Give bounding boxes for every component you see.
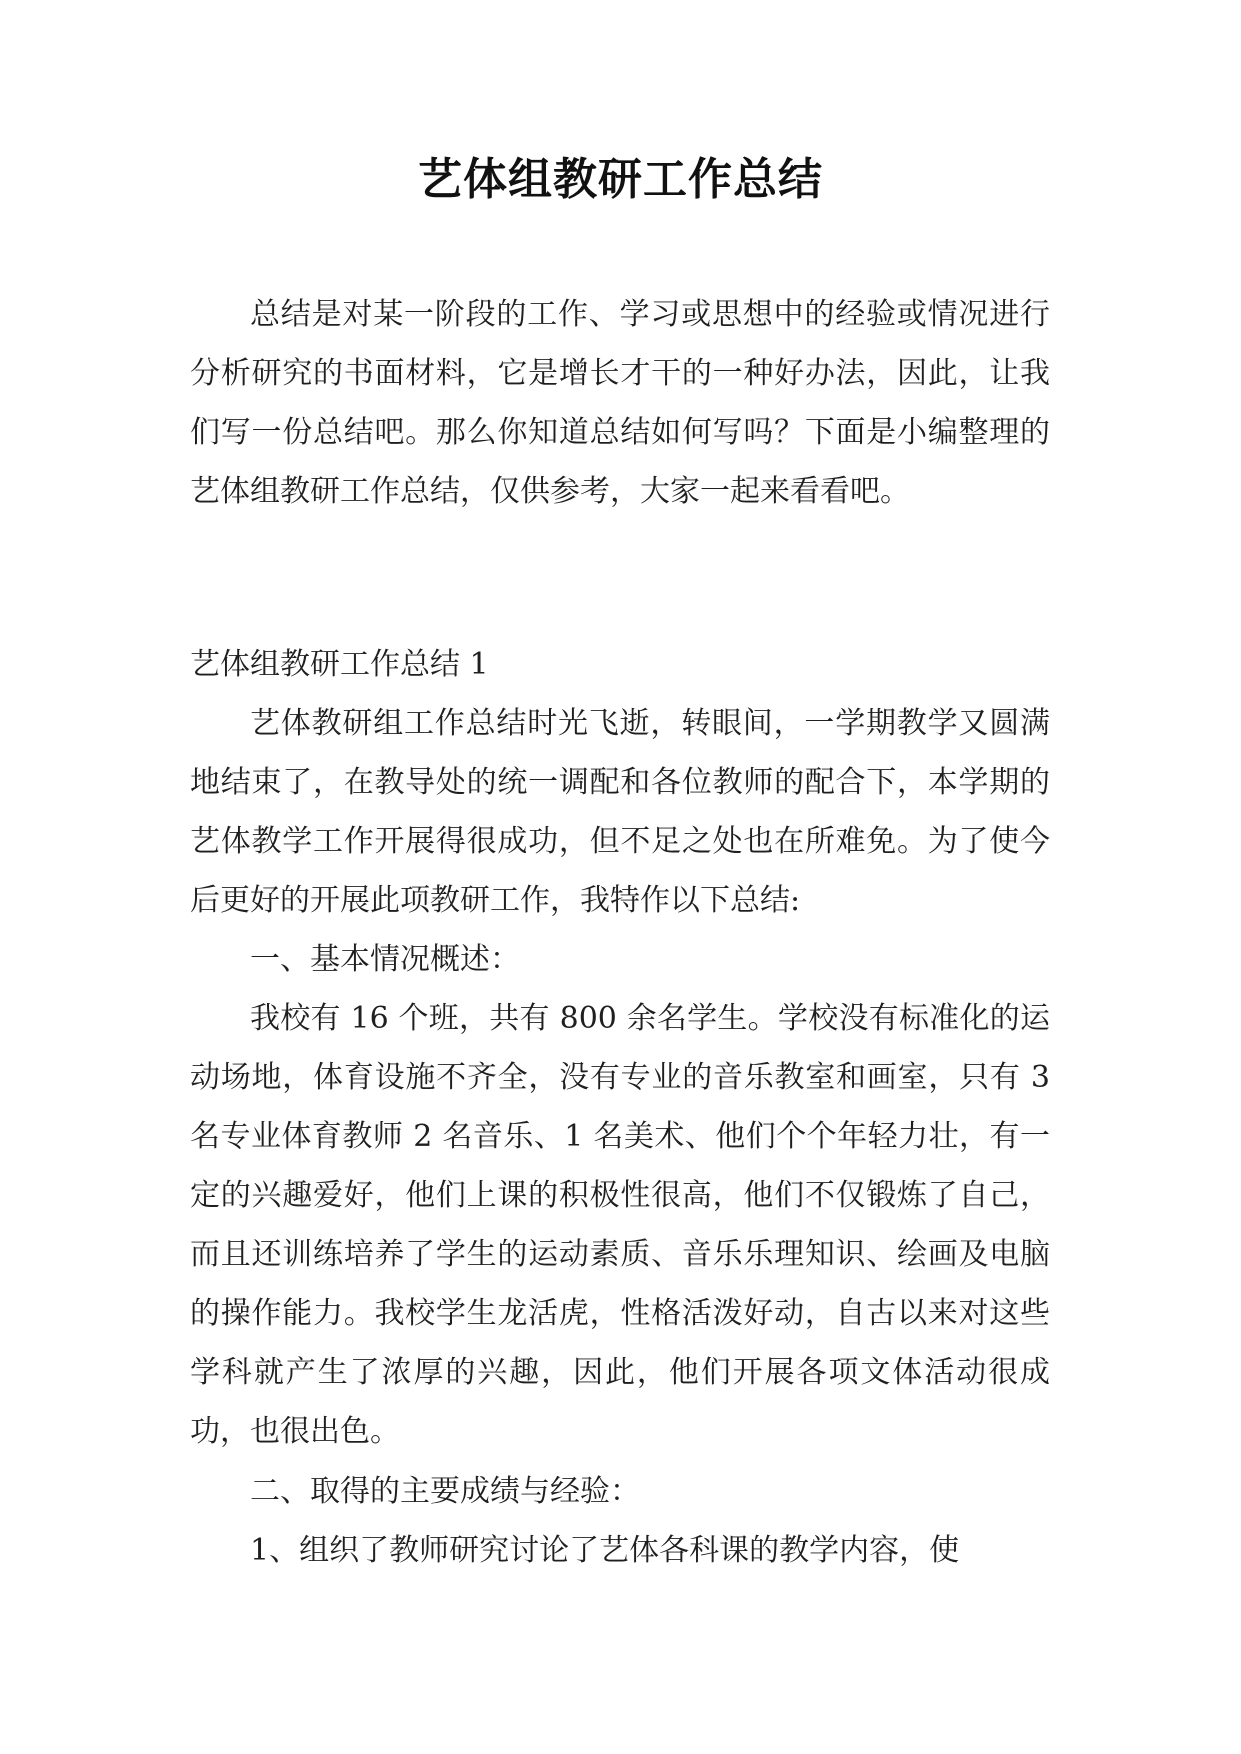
summary-paragraph: 艺体教研组工作总结时光飞逝，转眼间，一学期教学又圆满地结束了，在教导处的统一调配和各位教师的配合下，本学期的艺体教学工作开展得很成功，但不足之处也在所难免。为了使今后更好的开展此项教研工作，我特作以下总结: bbox=[190, 706, 1050, 918]
subheading-basic-situation: 一、基本情况概述： bbox=[250, 942, 520, 977]
page-title: 艺体组教研工作总结 bbox=[418, 154, 823, 205]
subheading-achievements: 二、取得的主要成绩与经验： bbox=[250, 1474, 640, 1509]
intro-paragraph: 总结是对某一阶段的工作、学习或思想中的经验或情况进行分析研究的书面材料，它是增长才干的一种好办法，因此，让我们写一份总结吧。那么你知道总结如何写吗？下面是小编整理的艺体组教研工作总结，仅供参考，大家一起来看看吧。 bbox=[190, 297, 1050, 509]
achievement-item-1: 1、组织了教师研究讨论了艺体各科课的教学内容，使 bbox=[250, 1533, 960, 1568]
basic-situation-paragraph: 我校有 16 个班，共有 800 余名学生。学校没有标准化的运动场地，体育设施不齐全，没有专业的音乐教室和画室，只有 3 名专业体育教师 2 名音乐、1 名美术、他们个个年轻力壮，有一定的兴趣爱好，他们上课的积极性很高，他们不仅锻炼了自己，而且还训练培养了学生的运动素质、音乐乐理知识、绘画及电脑的操作能力。我校学生龙活虎，性格活泼好动，自古以来对这些学科就产生了浓厚的兴趣，因此，他们开展各项文体活动很成功，也很出色。 bbox=[190, 1001, 1050, 1449]
section-heading: 艺体组教研工作总结 1 bbox=[190, 647, 489, 682]
